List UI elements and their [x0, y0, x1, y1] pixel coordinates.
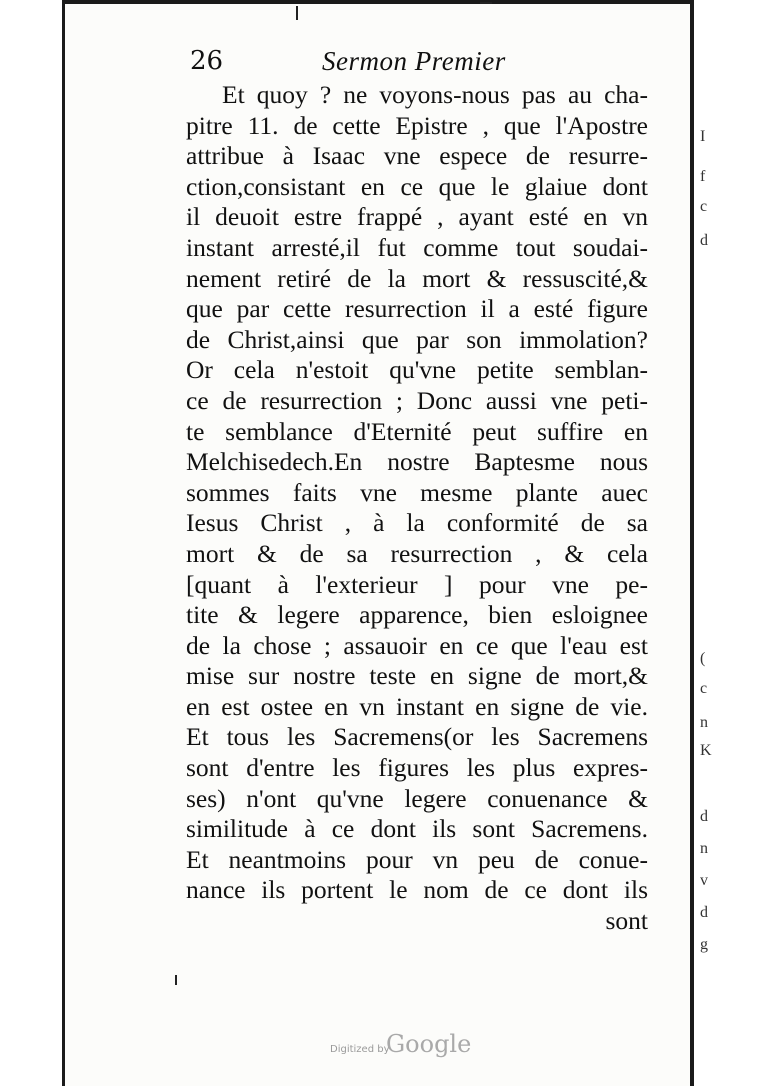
gutter-letter: v	[700, 872, 708, 889]
gutter-letter: f	[700, 168, 706, 185]
page-number: 26	[190, 46, 224, 76]
text-line: il deuoit estre frappé , ayant esté en vn	[186, 202, 648, 232]
text-line: tite & legere apparence, bien esloignee	[186, 600, 648, 630]
gutter-letter: d	[700, 808, 708, 825]
text-line: ction,consistant en ce que le glaiue dont	[186, 171, 648, 201]
text-line: Et tous les Sacremens(or les Sacremens	[186, 722, 648, 752]
text-line: en est ostee en vn instant en signe de vie.	[186, 691, 648, 721]
gutter-letter: (	[700, 650, 706, 667]
gutter-letter: I	[700, 128, 706, 145]
gutter-letter: n	[700, 840, 708, 857]
gutter-letter: g	[700, 936, 708, 953]
digitized-label: Digitized by	[330, 1044, 390, 1055]
google-logo: Google	[386, 1030, 472, 1058]
ink-mark	[296, 6, 298, 20]
ink-mark	[480, 2, 492, 4]
text-line: similitude à ce dont ils sont Sacremens.	[186, 814, 648, 844]
text-line: Or cela n'estoit qu'vne petite semblan-	[186, 355, 648, 385]
text-line: sommes faits vne mesme plante auec	[186, 477, 648, 507]
gutter-letter: K	[700, 742, 712, 759]
text-line: Melchisedech.En nostre Baptesme nous	[186, 447, 648, 477]
text-line: nement retiré de la mort & ressuscité,&	[186, 263, 648, 293]
running-title: Sermon Premier	[322, 46, 506, 76]
text-line: sont d'entre les figures les plus expres-	[186, 753, 648, 783]
gutter-letter: n	[700, 714, 708, 731]
gutter-letter: c	[700, 680, 708, 697]
text-line: Et neantmoins pour vn peu de conue-	[186, 844, 648, 874]
text-line: mise sur nostre teste en signe de mort,&	[186, 661, 648, 691]
gutter-letter: d	[700, 904, 708, 921]
text-line: pitre 11. de cette Epistre , que l'Apostre	[186, 110, 648, 140]
text-line: ses) n'ont qu'vne legere conuenance &	[186, 783, 648, 813]
text-line: mort & de sa resurrection , & cela	[186, 538, 648, 568]
page-edge-top	[62, 0, 694, 4]
sermon-text	[186, 80, 648, 937]
text-line: [quant à l'exterieur ] pour vne pe-	[186, 569, 648, 599]
text-line: te semblance d'Eternité peut suffire en	[186, 416, 648, 446]
digitizer-watermark	[330, 1030, 470, 1060]
text-line: de la chose ; assauoir en ce que l'eau est	[186, 630, 648, 660]
text-line: nance ils portent le nom de ce dont ils	[186, 875, 648, 905]
text-line: que par cette resurrection il a esté figure	[186, 294, 648, 324]
text-line: de Christ,ainsi que par son immolation?	[186, 324, 648, 354]
facing-page-gutter	[690, 0, 768, 1086]
page-edge-left	[62, 0, 65, 1086]
text-line: instant arresté,il fut comme tout soudai-	[186, 232, 648, 262]
text-line: ce de resurrection ; Donc aussi vne peti-	[186, 385, 648, 415]
page-header	[182, 44, 542, 84]
text-line: Et quoy ? ne voyons-nous pas au cha-	[222, 80, 648, 109]
text-line: Iesus Christ , à la conformité de sa	[186, 508, 648, 538]
text-line: attribue à Isaac vne espece de resurre-	[186, 141, 648, 171]
gutter-letter: d	[700, 232, 708, 249]
catchword: sont	[605, 906, 648, 936]
gutter-letter: c	[700, 198, 708, 215]
ink-mark	[175, 975, 177, 985]
